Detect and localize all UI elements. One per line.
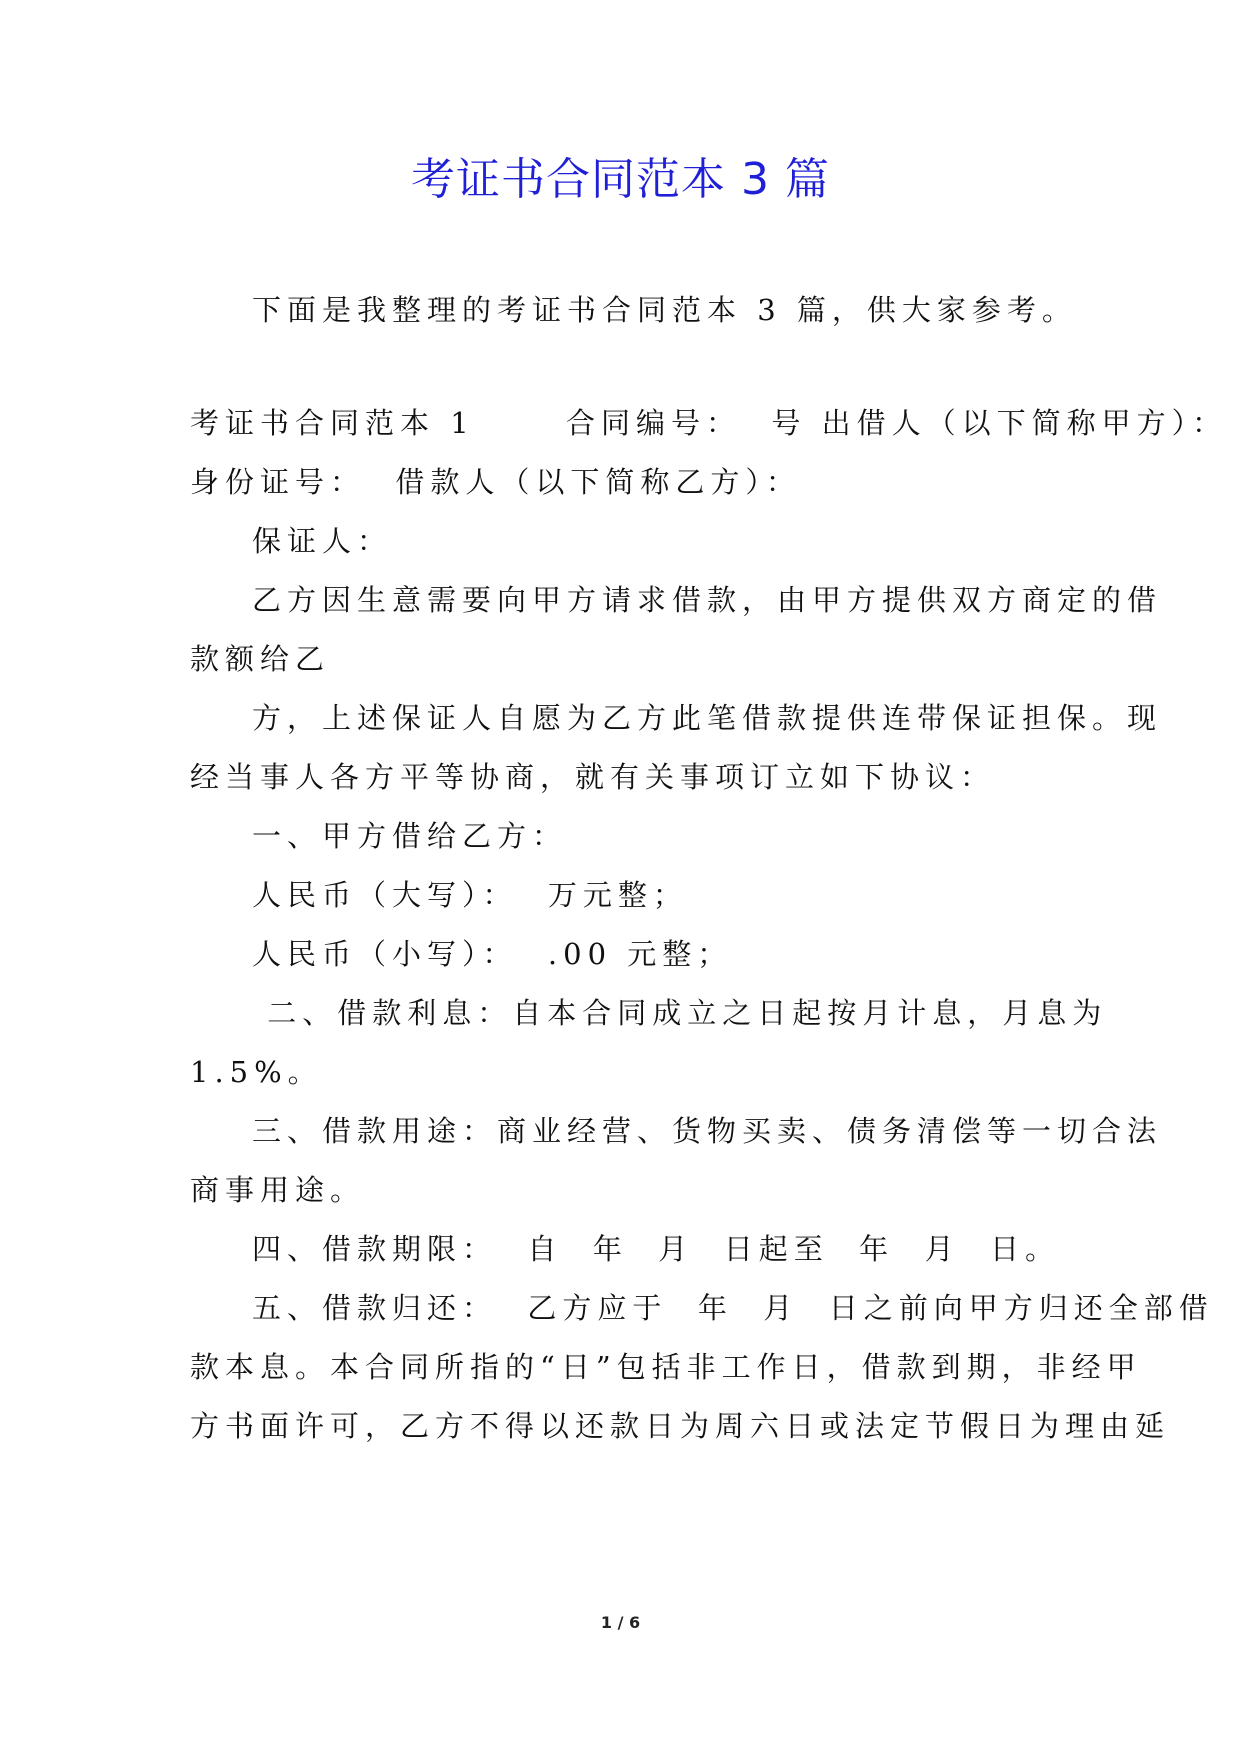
intro-paragraph: 下面是我整理的考证书合同范本 3 篇，供大家参考。 <box>252 293 1077 327</box>
guarantor-line: 保证人： <box>252 524 393 558</box>
id-number-line: 身份证号： 借款人（以下简称乙方）： <box>190 465 801 499</box>
document-title: 考证书合同范本 3 篇 <box>411 154 830 205</box>
contract-header-line: 考证书合同范本 1 合同编号： 号 出借人（以下简称甲方）： <box>190 406 1228 440</box>
amount-lowercase-line: 人民币（小写）： .00 元整； <box>252 937 733 971</box>
paragraph-line: 商事用途。 <box>190 1173 366 1207</box>
clause-term: 四、借款期限： 自 年 月 日起至 年 月 日。 <box>252 1232 1061 1266</box>
clause-heading: 一、甲方借给乙方： <box>252 819 568 853</box>
clause-purpose: 三、借款用途：商业经营、货物买卖、债务清偿等一切合法 <box>252 1114 1163 1148</box>
paragraph-line: 方，上述保证人自愿为乙方此笔借款提供连带保证担保。现 <box>252 701 1163 735</box>
paragraph-line: 1.5%。 <box>190 1055 323 1089</box>
paragraph-line: 款本息。本合同所指的“日”包括非工作日，借款到期，非经甲 <box>190 1350 1142 1384</box>
page-number: 1 / 6 <box>600 1613 641 1632</box>
paragraph-line: 经当事人各方平等协商，就有关事项订立如下协议： <box>190 760 996 794</box>
paragraph-line: 方书面许可，乙方不得以还款日为周六日或法定节假日为理由延 <box>190 1409 1171 1443</box>
clause-repayment: 五、借款归还： 乙方应于 年 月 日之前向甲方归还全部借 <box>252 1291 1214 1325</box>
paragraph-line: 款额给乙 <box>190 642 331 676</box>
clause-interest: 二、借款利息：自本合同成立之日起按月计息，月息为 <box>252 996 1108 1030</box>
paragraph-line: 乙方因生意需要向甲方请求借款，由甲方提供双方商定的借 <box>252 583 1163 617</box>
amount-uppercase-line: 人民币（大写）： 万元整； <box>252 878 688 912</box>
